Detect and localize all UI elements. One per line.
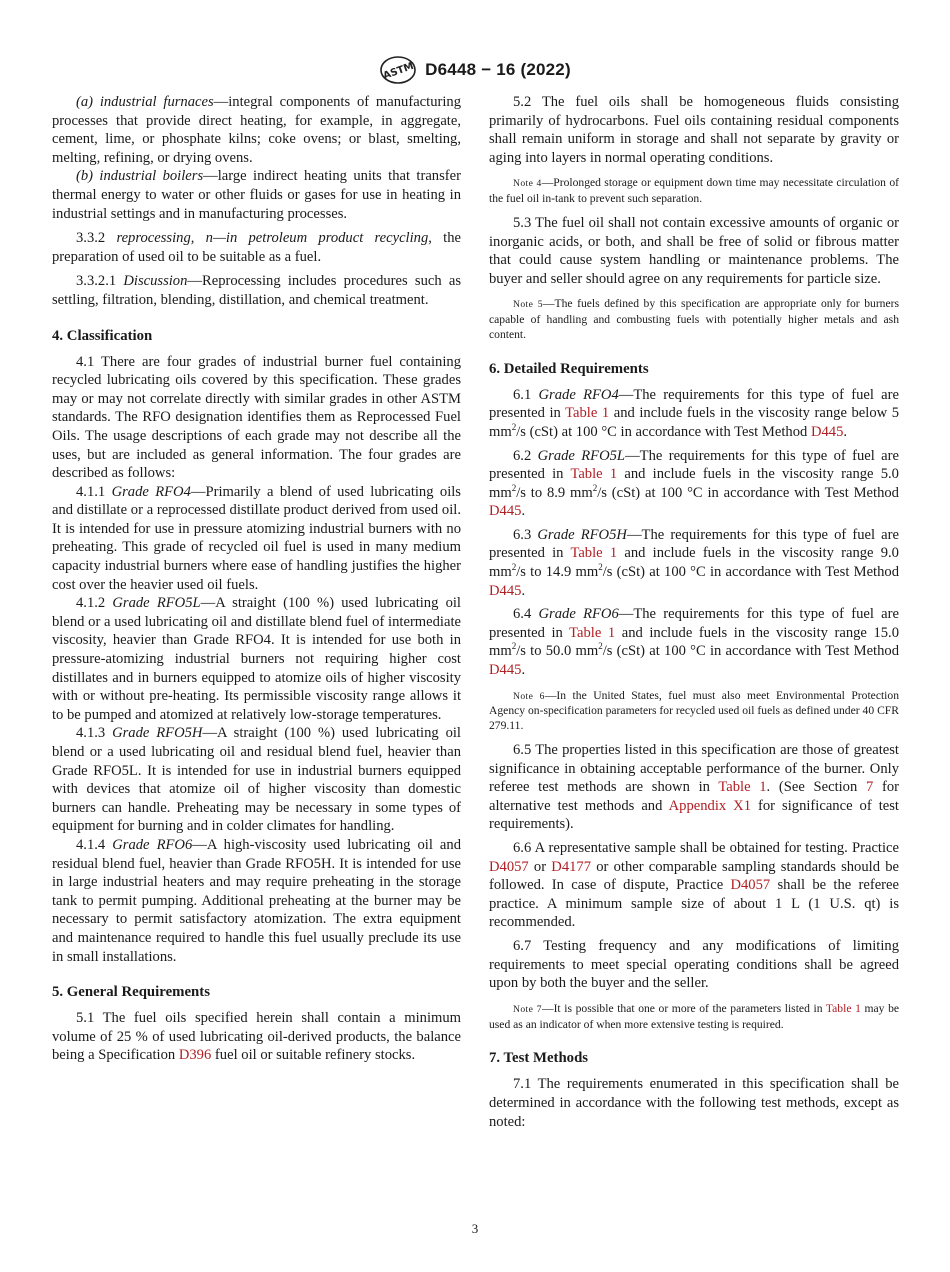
paragraph-7-1: 7.1 The requirements enumerated in this specification shall be determined in accordance with the following test methods, except as noted: — [489, 1076, 899, 1130]
document-designation: D6448 − 16 (2022) — [425, 60, 571, 79]
section-heading-detailed-requirements: 6. Detailed Requirements — [489, 360, 649, 377]
paragraph-industrial-furnaces: (a) industrial furnaces—integral components of manufacturing processes that provide direct heating, for example, in aggregate, cement, lime, or phosphate kilns; coke ovens; or blast, smelting, melting, refining, or drying ovens. — [52, 94, 462, 166]
svg-text:ASTM: ASTM — [381, 60, 416, 83]
paragraph-5-1: 5.1 The fuel oils specified herein shall contain a minimum volume of 25 % of used lubricating oil-derived products, the balance being a Specification D396 fuel oil or suitable refinery stocks. — [52, 1010, 461, 1064]
link-table-1[interactable]: Table 1 — [570, 466, 618, 483]
paragraph-industrial-boilers: (b) industrial boilers—large indirect heating units that transfer thermal energy to water or other fluids or gases for use in heating in industrial settings and in manufacturing processes. — [52, 168, 461, 222]
right-column — [489, 93, 899, 1131]
link-d445[interactable]: D445 — [489, 582, 522, 599]
link-d445[interactable]: D445 — [489, 503, 522, 520]
paragraph-6-3: 6.3 Grade RFO5H—The requirements for this type of fuel are presented in Table 1 and include fuels in the viscosity range 9.0 $mm^2/s$ to 14.9 $mm^2/s$ (cSt) at 100 °C in accordance with Test Method D445. — [489, 526, 899, 599]
page-header — [0, 55, 950, 85]
paragraph-4-1-3: 4.1.3 Grade RFO5H—A straight (100 %) used lubricating oil blend or a used lubricating oil and residual blend fuel, heavier than Grade RFO5L. It is intended for use in industrial burners equipped with devices that atomize oil of higher viscosity than domestic burners can handle. Preheating may be necessary in some types of equipment for burning and in colder climates for handling. — [52, 725, 461, 835]
paragraph-6-1: 6.1 Grade RFO4—The requirements for this type of fuel are presented in Table 1 and include fuels in the viscosity range below 5 $mm^2/s$ (cSt) at 100 °C in accordance with Test Method D445. — [489, 386, 900, 440]
paragraph-4-1-1: 4.1.1 Grade RFO4—Primarily a blend of used lubricating oils and distillate or a reprocessed distillate product derived from used oil. It is intended for use in pressure atomizing industrial burners with no preheating. This grade of recycled oil fuel is used in many medium capacity industrial burners where ease of handling justifies the higher cost over the heavier used oil fuels. — [52, 483, 461, 593]
section-heading-general-requirements: 5. General Requirements — [52, 984, 210, 1001]
paragraph-6-4: 6.4 Grade RFO6—The requirements for this type of fuel are presented in Table 1 and include fuels in the viscosity range 15.0 $mm^2/s$ to 50.0 $mm^2/s$ (cSt) at 100 °C in accordance with Test Method D445. — [489, 606, 899, 679]
link-table-1[interactable]: Table 1 — [569, 624, 616, 641]
link-table-1[interactable]: Table 1 — [825, 1001, 861, 1015]
link-table-1[interactable]: Table 1 — [718, 779, 767, 796]
astm-logo-icon — [379, 55, 417, 85]
paragraph-3-3-2-1: 3.3.2.1 Discussion—Reprocessing includes procedures such as settling, filtration, blending, distillation, and chemical treatment. — [52, 273, 462, 308]
note-5: Note 5—The fuels defined by this specification are appropriate only for burners capable of handling and combusting fuels with potentially higher metals and ash content. — [489, 297, 899, 341]
paragraph-3-3-2: 3.3.2 reprocessing, n—in petroleum product recycling, the preparation of used oil to be suitable as a fuel. — [52, 230, 461, 265]
section-heading-test-methods: 7. Test Methods — [489, 1050, 589, 1067]
link-d4177[interactable]: D4177 — [551, 858, 592, 875]
section-heading-classification: 4. Classification — [52, 327, 153, 344]
paragraph-6-7: 6.7 Testing frequency and any modifications of limiting requirements to meet special operating conditions shall be agreed upon by both the buyer and the seller. — [489, 937, 899, 992]
paragraph-6-2: 6.2 Grade RFO5L—The requirements for this type of fuel are presented in Table 1 and include fuels in the viscosity range 5.0 $mm^2/s$ to 8.9 $mm^2/s$ (cSt) at 100 °C in accordance with Test Method D445. — [489, 447, 899, 520]
paragraph-5-3: 5.3 The fuel oil shall not contain excessive amounts of organic or inorganic acids, or both, and shall be free of solid or fibrous matter that could cause system handling or maintenance problems. The buyer and seller should agree on any requirements for particle size. — [489, 214, 899, 287]
paragraph-4-1-4: 4.1.4 Grade RFO6—A high-viscosity used lubricating oil and residual blend fuel, heavier than Grade RFO5H. It is intended for use in large industrial heaters and may require preheating in the storage tank to permit pumping. Additional preheating at the burner may be necessary to permit satisfactory atomization. The extra equipment and maintenance required to handle this fuel usually preclude its use in small installations. — [52, 836, 461, 965]
note-4: Note 4—Prolonged storage or equipment down time may necessitate circulation of the fuel oil in-tank to prevent such separation. — [489, 176, 899, 206]
link-d396[interactable]: D396 — [178, 1047, 212, 1064]
paragraph-4-1-2: 4.1.2 Grade RFO5L—A straight (100 %) used lubricating oil blend or a used lubricating oil and distillate blend fuel of intermediate viscosity, heavier than Grade RFO4. It is intended for use both in pressure-atomizing industrial burners not requiring higher cost distillates and in burners equipped to atomize oils of higher viscosity with or without pre-heating. Its permissible viscosity range allows it to be pumped and atomized at relatively low-storage temperatures. — [52, 595, 461, 723]
link-d445[interactable]: D445 — [489, 662, 522, 679]
link-appendix-x1[interactable]: Appendix X1 — [668, 797, 752, 814]
link-d4057[interactable]: D4057 — [489, 858, 529, 875]
paragraph-5-2: 5.2 The fuel oils shall be homogeneous fluids consisting primarily of hydrocarbons. Fuel oils containing residual components shall remain uniform in storage and shall not separate by gravity or aging into layers in normal operating conditions. — [489, 94, 899, 166]
paragraph-4-1: 4.1 There are four grades of industrial burner fuel containing recycled lubricating oils covered by this specification. These grades may or may not correlate directly with similar grades in other ASTM standards. The RFO designation identifies them as Reprocessed Fuel Oils. The usage descriptions of each grade may not describe all the uses, but are included as general information. The four grades are described as follows: — [52, 353, 461, 482]
left-column — [52, 93, 461, 1065]
link-d445[interactable]: D445 — [810, 423, 844, 440]
note-6: Note 6—In the United States, fuel must also meet Environmental Protection Agency on-specification parameters for recycled used oil fuels as defined under 40 CFR 279.11. — [489, 688, 899, 733]
paragraph-6-6: 6.6 A representative sample shall be obtained for testing. Practice D4057 or D4177 or other comparable sampling standards should be followed. In case of dispute, Practice D4057 shall be the referee practice. A minimum sample size of about 1 L (1 U.S. qt) is recommended. — [489, 840, 900, 931]
link-table-1[interactable]: Table 1 — [570, 545, 618, 562]
note-7: Note 7—It is possible that one or more of the parameters listed in Table 1 may be used as an indicator of when more extensive testing is required. — [489, 1001, 900, 1031]
page-number: 3 — [471, 1221, 479, 1236]
link-d4057[interactable]: D4057 — [730, 877, 771, 894]
link-section-7[interactable]: 7 — [865, 779, 874, 796]
link-table-1[interactable]: Table 1 — [565, 405, 610, 422]
paragraph-6-5: 6.5 The properties listed in this specification are those of greatest significance in obtaining acceptable performance of the burner. Only referee test methods are shown in Table 1. (See Section 7 for alternative test methods and Appendix X1 for significance of test requirements). — [489, 742, 899, 833]
